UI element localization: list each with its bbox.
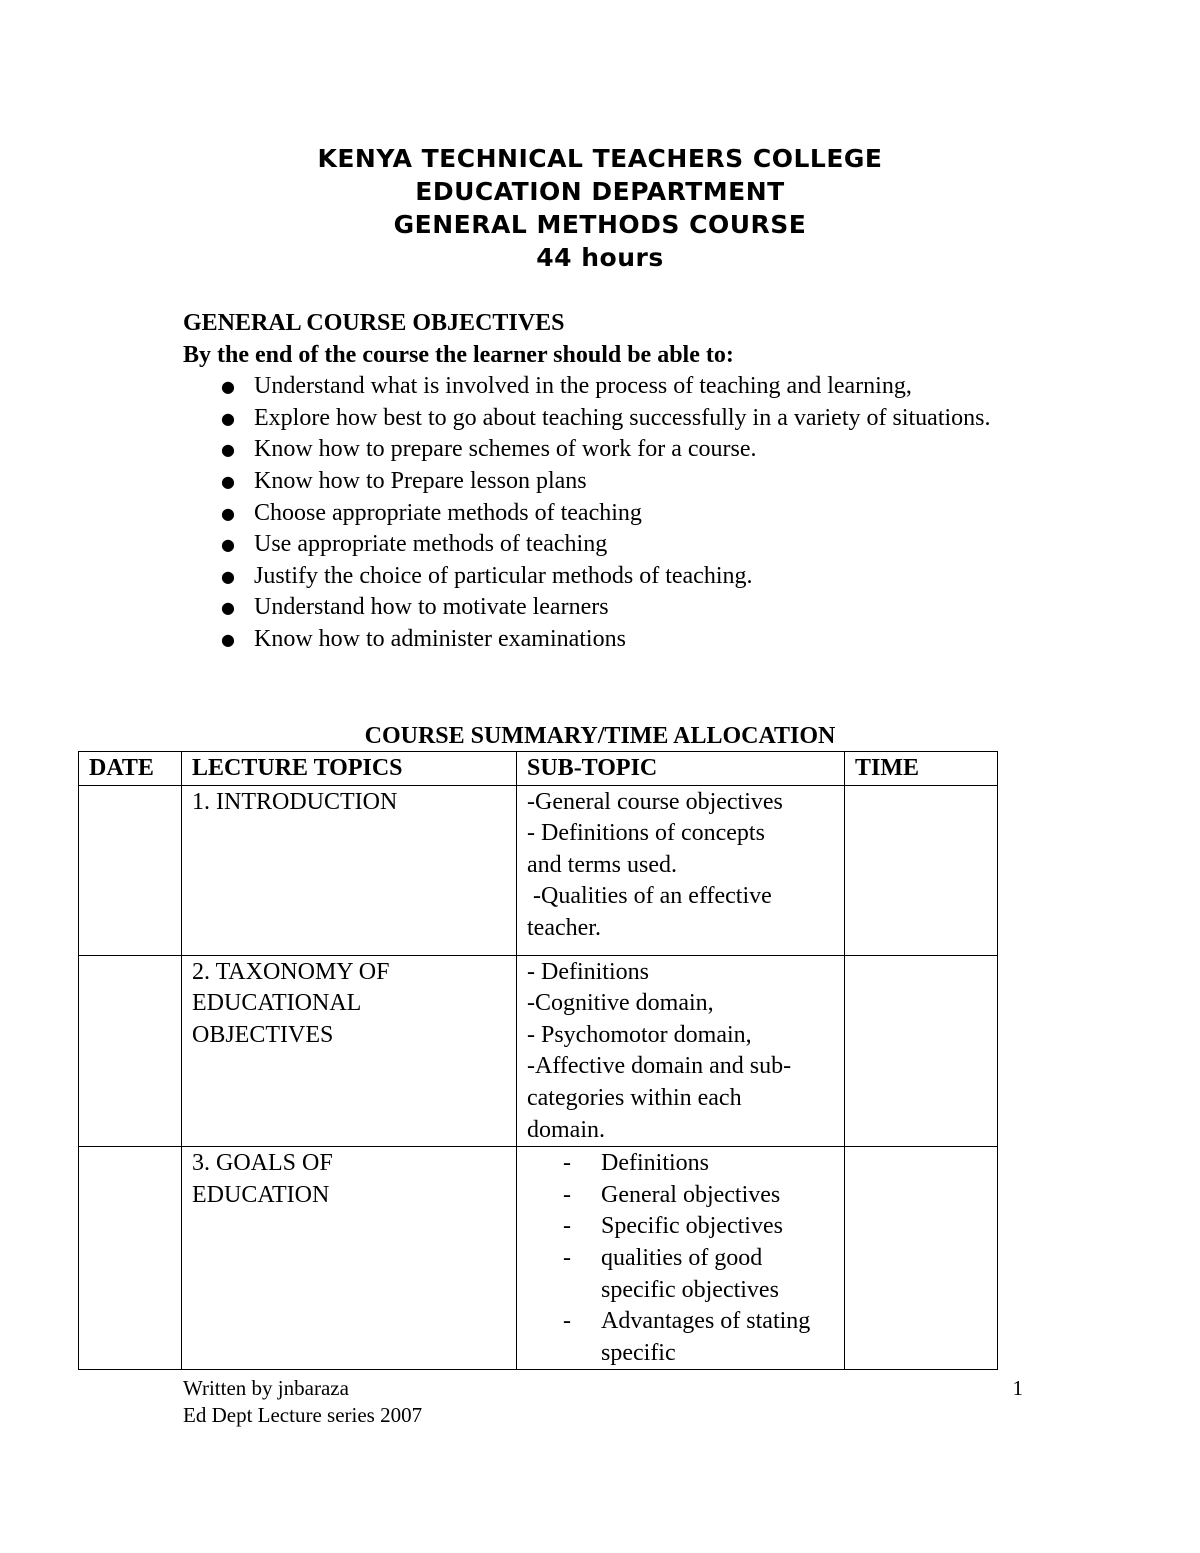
footer-series: Ed Dept Lecture series 2007 (183, 1403, 423, 1427)
bullet-icon: ● (221, 377, 235, 397)
objectives-intro: By the end of the course the learner should be able to: (183, 341, 734, 368)
topic-cell: 3. GOALS OF EDUCATION (182, 1147, 517, 1370)
date-cell (79, 785, 182, 955)
time-cell (845, 1147, 998, 1370)
college-name: KENYA TECHNICAL TEACHERS COLLEGE (317, 144, 883, 173)
objectives-heading: GENERAL COURSE OBJECTIVES (183, 310, 565, 336)
topic-cell: 1. INTRODUCTION (182, 785, 517, 955)
list-item: ● Know how to Prepare lesson plans (183, 466, 1043, 498)
document-title (0, 142, 1200, 274)
page-footer (183, 1375, 1023, 1429)
time-cell (845, 955, 998, 1147)
bullet-icon: ● (221, 535, 235, 555)
department-name: EDUCATION DEPARTMENT (415, 177, 785, 206)
column-header-subtopic: SUB-TOPIC (517, 752, 845, 786)
bullet-icon: ● (221, 408, 235, 428)
bullet-icon: ● (221, 471, 235, 491)
column-header-time: TIME (845, 752, 998, 786)
list-item: ● Explore how best to go about teaching successfully in a variety of situations. (183, 403, 1043, 435)
list-item: ● Understand how to motivate learners (183, 592, 1043, 624)
footer-author: Written by jnbaraza (183, 1376, 349, 1400)
list-item: ● Choose appropriate methods of teaching (183, 498, 1043, 530)
list-item: ● Know how to prepare schemes of work for a course. (183, 434, 1043, 466)
list-item: ● Justify the choice of particular methods of teaching. (183, 561, 1043, 593)
subtopic-cell: - Definitions -Cognitive domain, - Psychomotor domain, -Affective domain and sub- categories within each domain. (517, 955, 845, 1147)
table-row (79, 1147, 998, 1370)
table-header-row (79, 752, 998, 786)
list-item: - Specific objectives (527, 1211, 834, 1243)
table-row (79, 785, 998, 955)
list-item: - General objectives (527, 1180, 834, 1212)
dash-marker: - (563, 1181, 571, 1208)
list-item: ● Understand what is involved in the process of teaching and learning, (183, 371, 1043, 403)
list-item: ● Know how to administer examinations (183, 624, 1043, 656)
time-cell (845, 785, 998, 955)
objectives-list (183, 371, 1043, 655)
list-item: - Advantages of stating specific (563, 1308, 811, 1366)
column-header-topics: LECTURE TOPICS (182, 752, 517, 786)
bullet-icon: ● (221, 440, 235, 460)
list-item: ● Use appropriate methods of teaching (183, 529, 1043, 561)
dash-marker: - (563, 1244, 571, 1271)
bullet-icon: ● (221, 566, 235, 586)
bullet-icon: ● (221, 598, 235, 618)
list-item: - Definitions (527, 1148, 834, 1180)
objectives-section (183, 308, 1043, 656)
course-name: GENERAL METHODS COURSE (393, 210, 807, 239)
topic-cell: 2. TAXONOMY OF EDUCATIONAL OBJECTIVES (182, 955, 517, 1147)
date-cell (79, 1147, 182, 1370)
page-number: 1 (1012, 1376, 1023, 1400)
bullet-icon: ● (221, 503, 235, 523)
subtopic-dash-list (527, 1148, 834, 1369)
subtopic-cell (517, 1147, 845, 1370)
subtopic-cell: -General course objectives - Definitions of concepts and terms used. -Qualities of an effective teacher. (517, 785, 845, 955)
dash-marker: - (563, 1150, 571, 1177)
column-header-date: DATE (79, 752, 182, 786)
course-hours: 44 hours (536, 243, 664, 272)
bullet-icon: ● (221, 629, 235, 649)
date-cell (79, 955, 182, 1147)
dash-marker: - (563, 1213, 571, 1240)
course-summary-table (78, 751, 998, 1370)
table-row (79, 955, 998, 1147)
table-title: COURSE SUMMARY/TIME ALLOCATION (364, 723, 836, 749)
dash-marker: - (563, 1308, 571, 1335)
list-item: - qualities of good specific objectives (563, 1244, 779, 1303)
